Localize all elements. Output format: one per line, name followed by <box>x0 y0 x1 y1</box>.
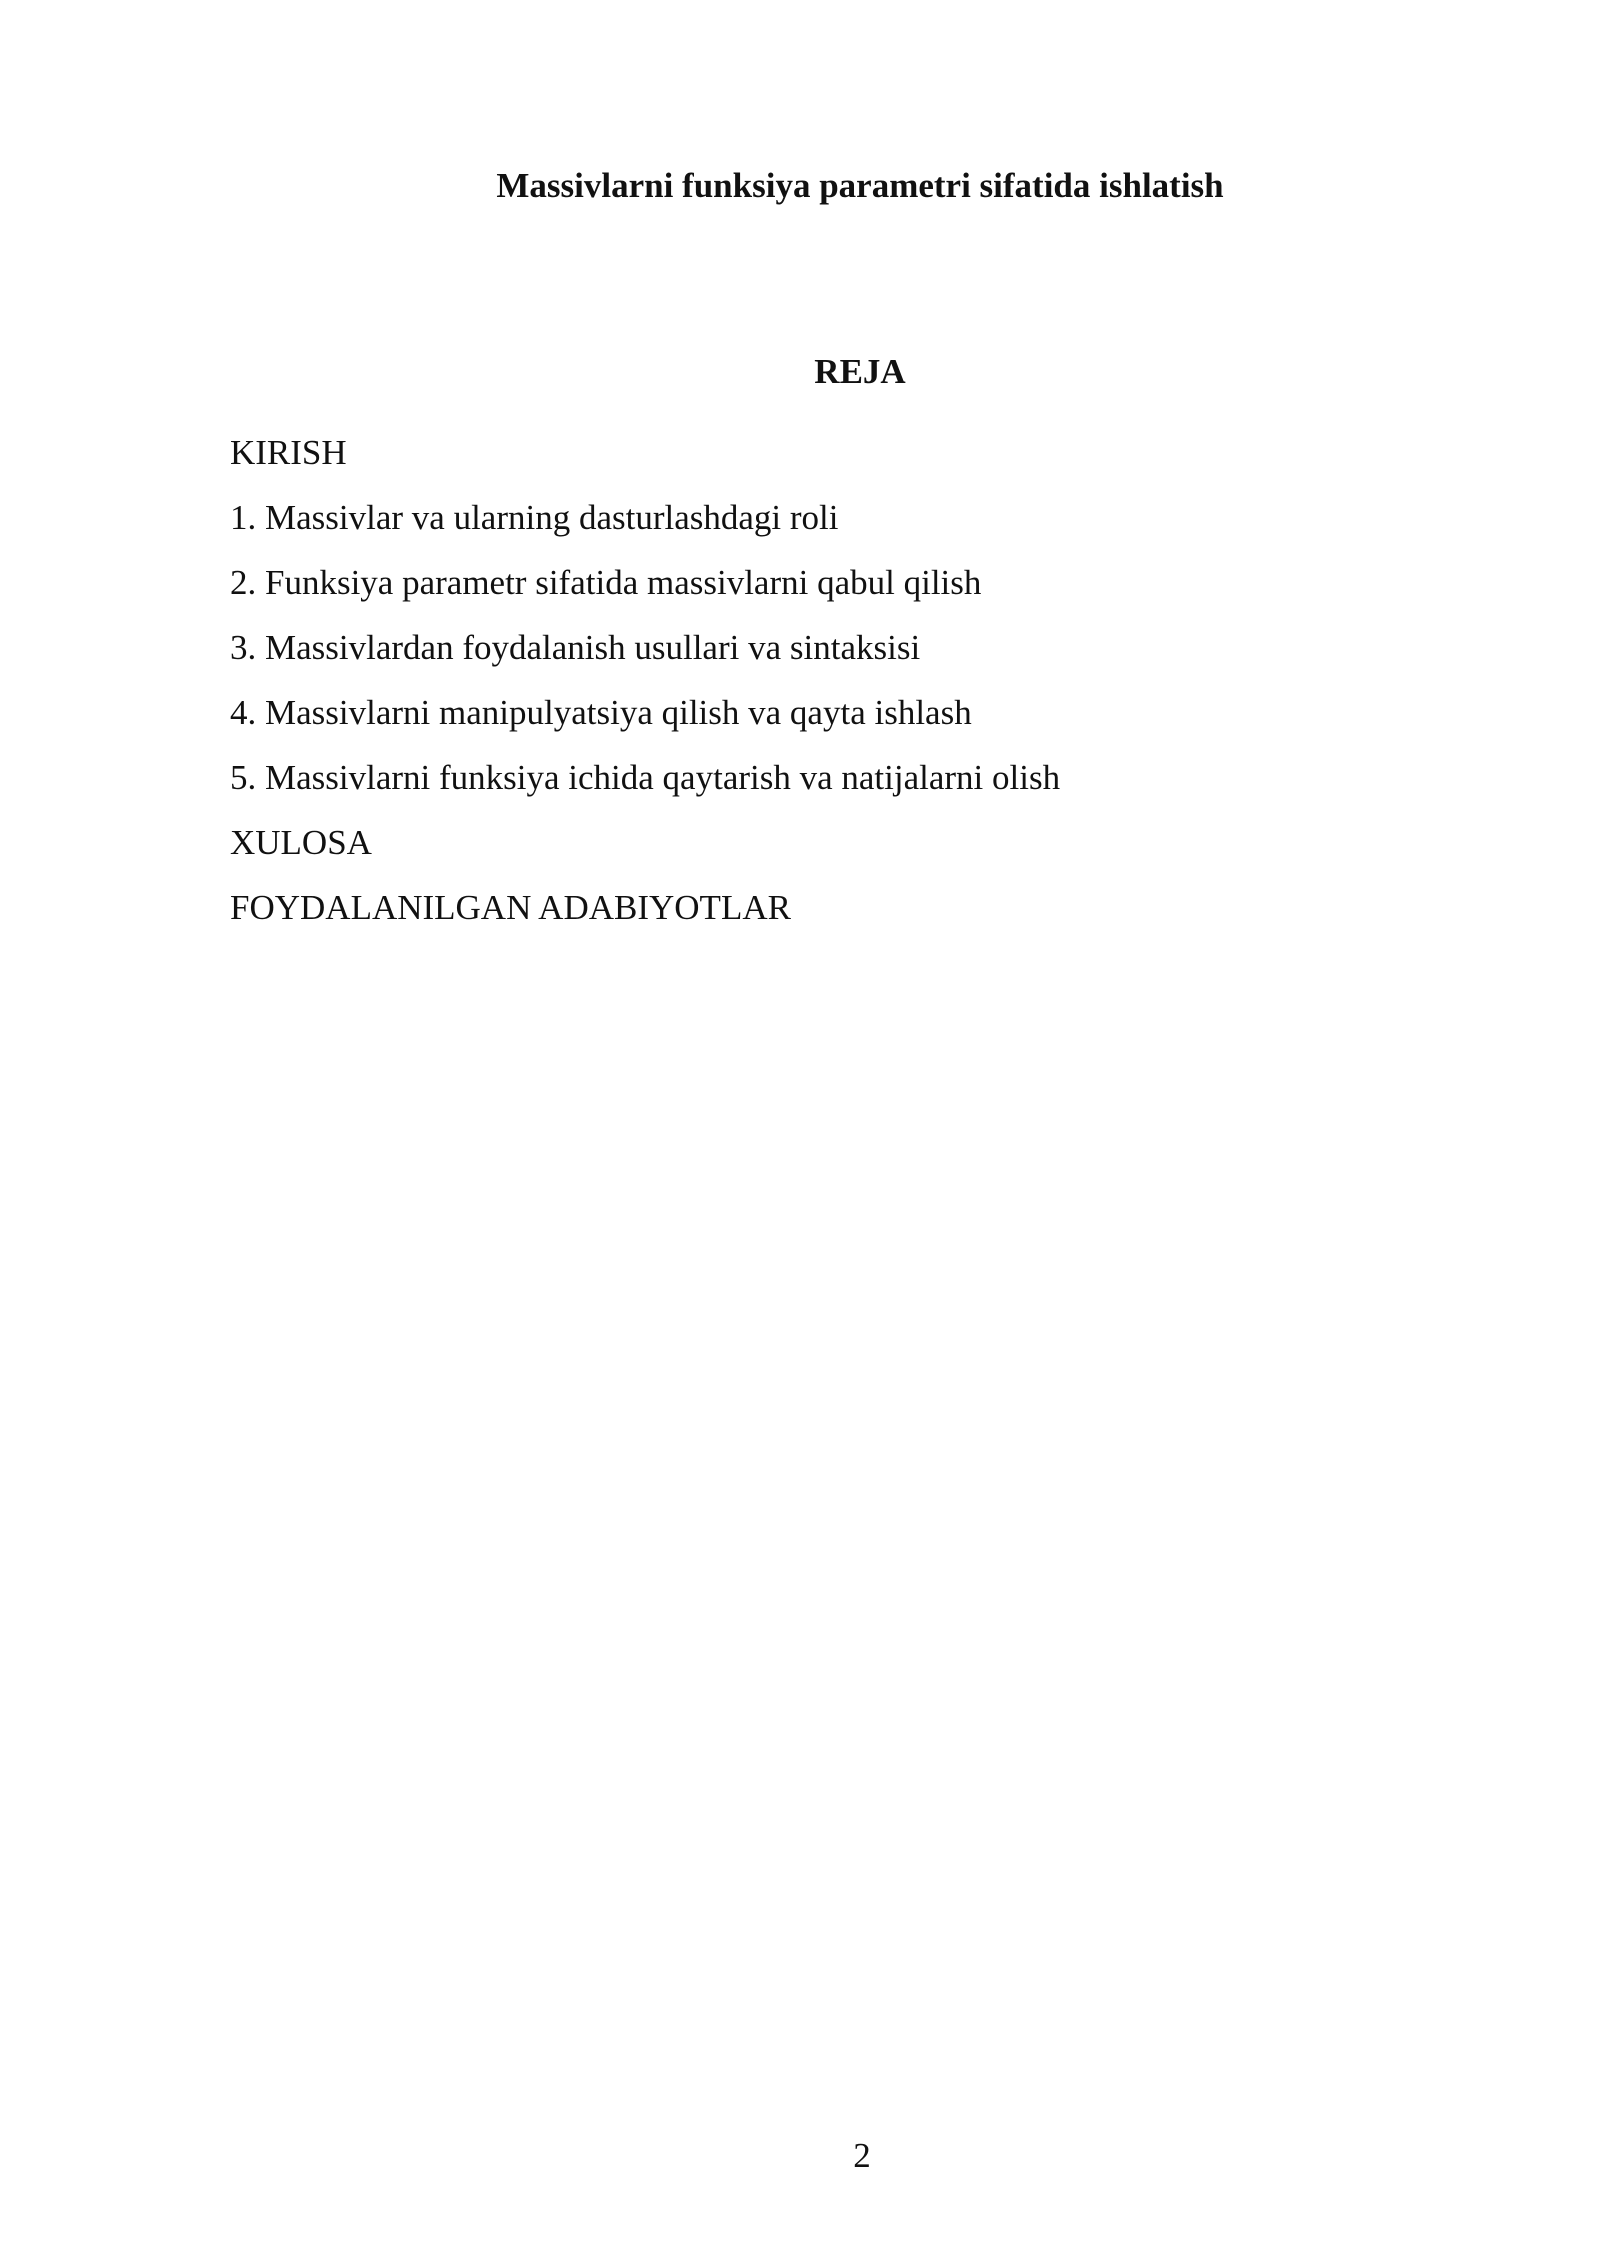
plan-item-3: 3. Massivlardan foydalanish usullari va sintaksisi <box>230 628 921 667</box>
plan-item-references: FOYDALANILGAN ADABIYOTLAR <box>230 888 791 927</box>
plan-item-conclusion: XULOSA <box>230 823 372 862</box>
plan-item-1: 1. Massivlar va ularning dasturlashdagi roli <box>230 498 839 537</box>
document-title: Massivlarni funksiya parametri sifatida ishlatish <box>496 166 1224 205</box>
page-number: 2 <box>853 2136 871 2175</box>
plan-item-4: 4. Massivlarni manipulyatsiya qilish va qayta ishlash <box>230 693 972 732</box>
plan-item-5: 5. Massivlarni funksiya ichida qaytarish va natijalarni olish <box>230 758 1061 797</box>
plan-list <box>230 420 1490 940</box>
plan-item-introduction: KIRISH <box>230 433 347 472</box>
plan-item-2: 2. Funksiya parametr sifatida massivlarni qabul qilish <box>230 563 982 602</box>
plan-heading: REJA <box>814 352 906 391</box>
